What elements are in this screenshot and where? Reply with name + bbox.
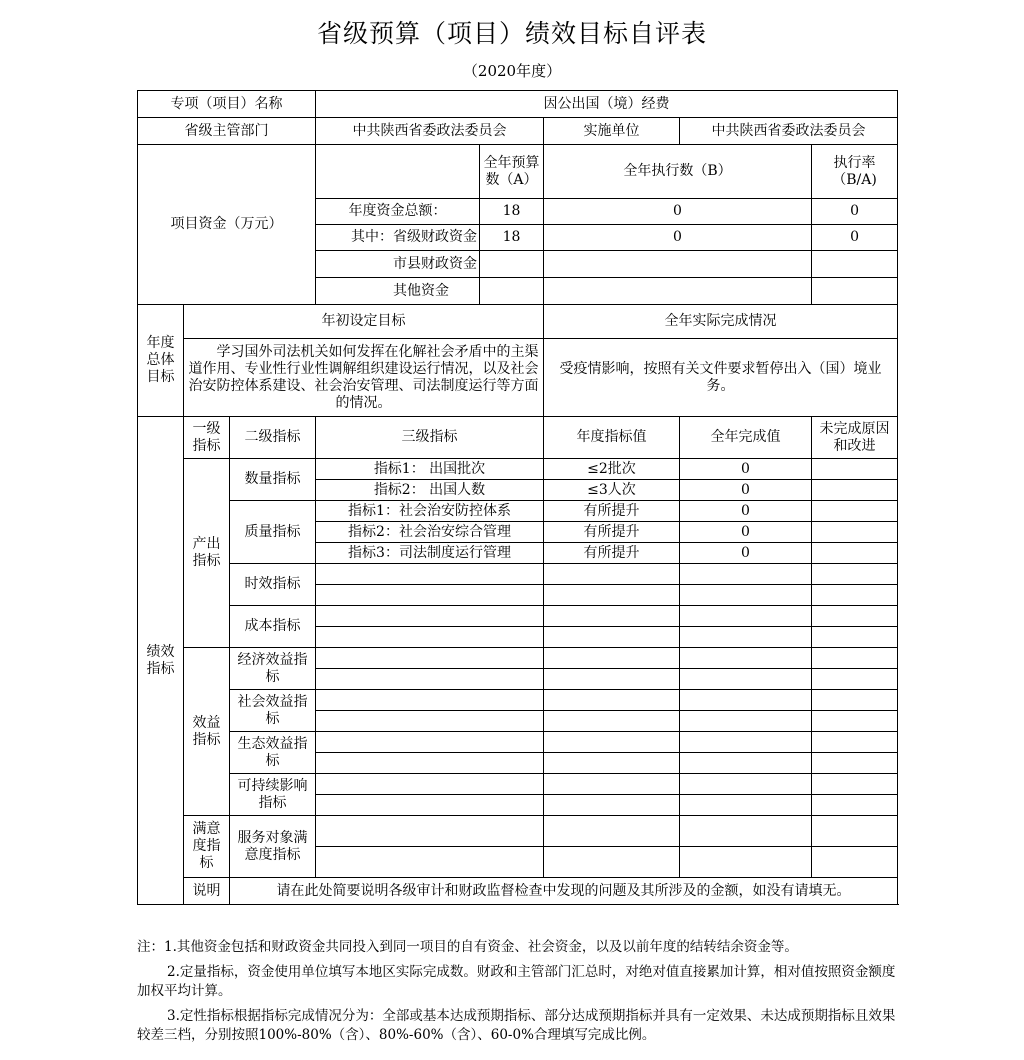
actual-goal-header: 全年实际完成情况 — [544, 305, 898, 339]
initial-goal-header: 年初设定目标 — [184, 305, 544, 339]
funds-row-exec — [544, 251, 812, 278]
satisfaction-indicator-label: 满意度指标 — [184, 816, 230, 878]
indicator-name: 指标2： 出国人数 — [316, 480, 544, 501]
evaluation-table — [137, 90, 898, 905]
footnote: 注：1.其他资金包括和财政资金共同投入到同一项目的自有资金、社会资金，以及以前年度的结转结余资金等。 — [137, 939, 798, 955]
target-header: 年度指标值 — [544, 417, 680, 459]
project-name-value: 因公出国（境）经费 — [316, 91, 898, 118]
funds-row-rate: 0 — [812, 225, 898, 251]
output-indicator-label: 产出指标 — [184, 459, 230, 648]
footnotes — [137, 938, 897, 1051]
funds-row-budget — [480, 278, 544, 305]
remark-text: 请在此处简要说明各级审计和财政监督检查中发现的问题及其所涉及的金额，如没有请填无。 — [230, 878, 898, 905]
funds-row-rate — [812, 278, 898, 305]
form-title: 省级预算（项目）绩效目标自评表 — [316, 19, 707, 48]
indicator-done: 0 — [680, 459, 812, 480]
level2-header: 二级指标 — [230, 417, 316, 459]
initial-goal-text: 学习国外司法机关如何发挥在化解社会矛盾中的主渠道作用、专业性行业性调解组织建设运行情况，以及社会治安防控体系建设、社会治安管理、司法制度运行等方面的情况。 — [184, 339, 544, 417]
funds-row-exec: 0 — [544, 225, 812, 251]
indicator-name: 指标3：司法制度运行管理 — [316, 543, 544, 564]
indicator-done: 0 — [680, 522, 812, 543]
funds-row-label: 其中：省级财政资金 — [316, 225, 480, 251]
indicator-name: 指标1：社会治安防控体系 — [316, 501, 544, 522]
indicator-done: 0 — [680, 501, 812, 522]
remark-label: 说明 — [184, 878, 230, 905]
indicator-reason — [812, 459, 898, 480]
indicator-reason — [812, 543, 898, 564]
reason-header: 未完成原因和改进 — [812, 417, 898, 459]
indicator-reason — [812, 501, 898, 522]
annual-goal-label: 年度总体目标 — [138, 305, 184, 417]
indicator-target: ≤3人次 — [544, 480, 680, 501]
funds-label: 项目资金（万元） — [138, 145, 316, 305]
dept-label: 省级主管部门 — [138, 118, 316, 145]
social-indicator-label: 社会效益指标 — [230, 690, 316, 732]
economic-indicator-label: 经济效益指标 — [230, 648, 316, 690]
done-header: 全年完成值 — [680, 417, 812, 459]
indicator-name: 指标2：社会治安综合管理 — [316, 522, 544, 543]
footnote: 3.定性指标根据指标完成情况分为：全部或基本达成预期指标、部分达成预期指标并具有一定效果、未达成预期指标且效果较差三档，分别按照100%-80%（含）、80%-60%（含）、60-0%合理填写完成比例。 — [137, 1008, 896, 1043]
indicator-target: 有所提升 — [544, 543, 680, 564]
service-satisfaction-label: 服务对象满意度指标 — [230, 816, 316, 878]
project-name-label: 专项（项目）名称 — [138, 91, 316, 118]
funds-row-budget: 18 — [480, 225, 544, 251]
indicator-done: 0 — [680, 480, 812, 501]
exec-header: 全年执行数（B） — [544, 145, 812, 199]
funds-row-budget: 18 — [480, 199, 544, 225]
ecological-indicator-label: 生态效益指标 — [230, 732, 316, 774]
level3-header: 三级指标 — [316, 417, 544, 459]
timeliness-indicator-label: 时效指标 — [230, 564, 316, 606]
funds-row-label: 年度资金总额： — [316, 199, 480, 225]
actual-goal-text: 受疫情影响，按照有关文件要求暂停出入（国）境业务。 — [544, 339, 898, 417]
cost-indicator-label: 成本指标 — [230, 606, 316, 648]
indicator-target: ≤2批次 — [544, 459, 680, 480]
funds-row-label: 其他资金 — [316, 278, 480, 305]
quantity-indicator-label: 数量指标 — [230, 459, 316, 501]
funds-row-exec: 0 — [544, 199, 812, 225]
indicator-name: 指标1： 出国批次 — [316, 459, 544, 480]
funds-row-label: 市县财政资金 — [316, 251, 480, 278]
budget-header: 全年预算数（A） — [480, 145, 544, 199]
funds-header-blank — [316, 145, 480, 199]
indicator-target: 有所提升 — [544, 522, 680, 543]
benefit-indicator-label: 效益指标 — [184, 648, 230, 816]
level1-header: 一级指标 — [184, 417, 230, 459]
sustainability-indicator-label: 可持续影响指标 — [230, 774, 316, 816]
indicator-reason — [812, 480, 898, 501]
quality-indicator-label: 质量指标 — [230, 501, 316, 564]
performance-label: 绩效指标 — [138, 417, 184, 905]
dept-value: 中共陕西省委政法委员会 — [316, 118, 544, 145]
funds-row-budget — [480, 251, 544, 278]
funds-row-rate: 0 — [812, 199, 898, 225]
rate-header: 执行率（B/A) — [812, 145, 898, 199]
indicator-reason — [812, 522, 898, 543]
indicator-done: 0 — [680, 543, 812, 564]
funds-row-rate — [812, 251, 898, 278]
indicator-target: 有所提升 — [544, 501, 680, 522]
form-year: （2020年度） — [462, 62, 562, 80]
unit-label: 实施单位 — [544, 118, 680, 145]
footnote: 2.定量指标，资金使用单位填写本地区实际完成数。财政和主管部门汇总时，对绝对值直接累加计算，相对值按照资金额度加权平均计算。 — [137, 964, 896, 999]
funds-row-exec — [544, 278, 812, 305]
unit-value: 中共陕西省委政法委员会 — [680, 118, 898, 145]
